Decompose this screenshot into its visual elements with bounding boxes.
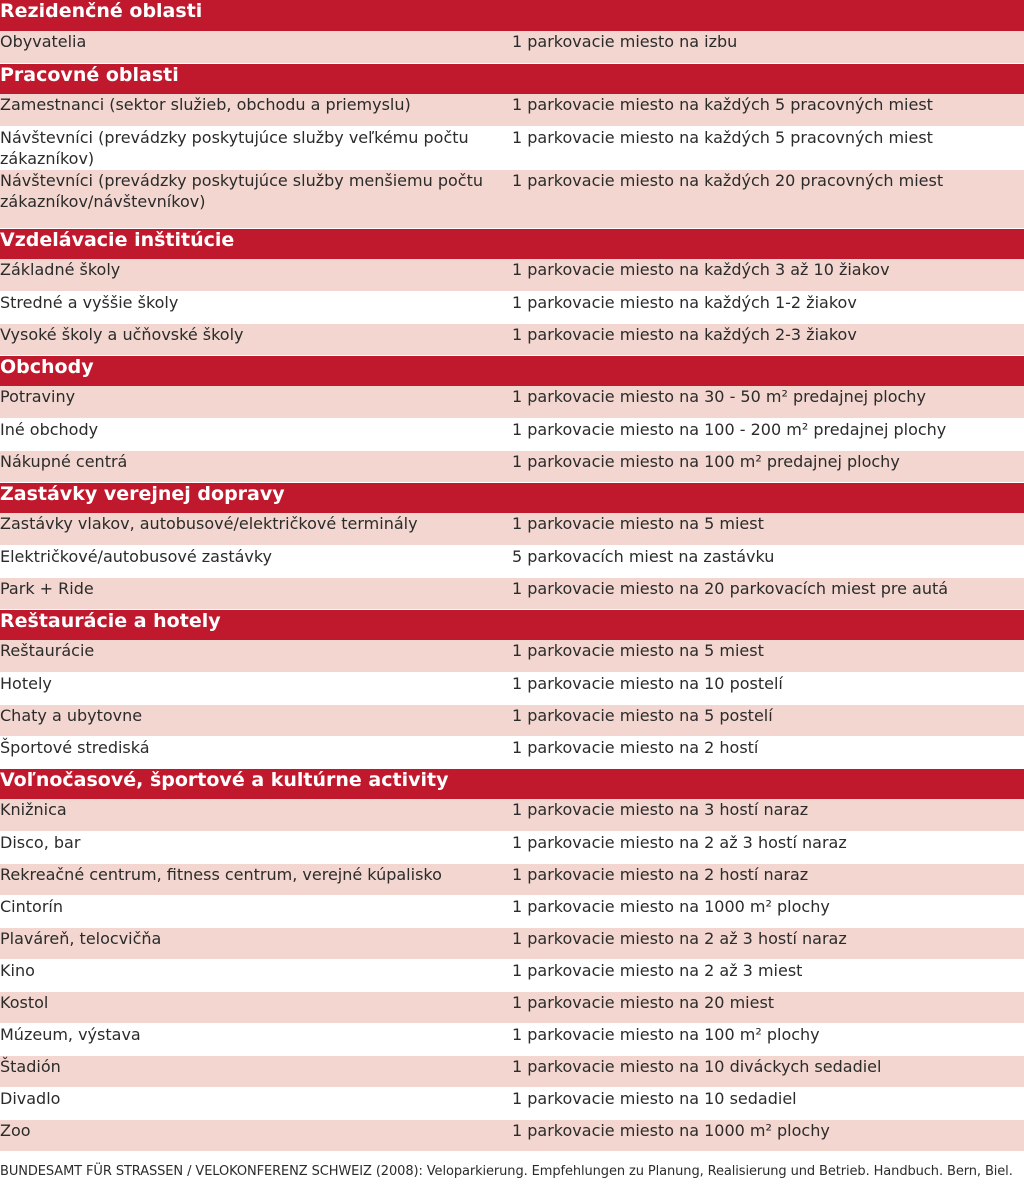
table-row <box>0 863 1024 895</box>
requirement-cell: 1 parkovacie miesto na každých 2-3 žiakov <box>512 323 1024 355</box>
requirement-cell: 1 parkovacie miesto na 2 až 3 hostí naraz <box>512 831 1024 863</box>
section-title: Pracovné oblasti <box>0 63 1024 94</box>
category-cell: Chaty a ubytovne <box>0 704 512 736</box>
section-header <box>0 228 1024 259</box>
category-cell: Disco, bar <box>0 831 512 863</box>
requirement-cell: 1 parkovacie miesto na 20 miest <box>512 991 1024 1023</box>
category-cell: Reštaurácie <box>0 640 512 672</box>
requirement-cell: 1 parkovacie miesto na 3 hostí naraz <box>512 799 1024 831</box>
table-row <box>0 640 1024 672</box>
requirement-cell: 1 parkovacie miesto na 2 hostí naraz <box>512 863 1024 895</box>
category-cell: Plaváreň, telocvičňa <box>0 927 512 959</box>
section-header <box>0 768 1024 799</box>
category-cell: Vysoké školy a učňovské školy <box>0 323 512 355</box>
section-header <box>0 355 1024 386</box>
table-row <box>0 450 1024 482</box>
category-cell: Návštevníci (prevádzky poskytujúce služby veľkému počtu zákazníkov) <box>0 126 512 169</box>
table-row <box>0 291 1024 323</box>
requirement-cell: 1 parkovacie miesto na 5 miest <box>512 640 1024 672</box>
table-row <box>0 1119 1024 1151</box>
table-row <box>0 895 1024 927</box>
table-row <box>0 1023 1024 1055</box>
table-row <box>0 672 1024 704</box>
table-row <box>0 577 1024 609</box>
requirement-cell: 1 parkovacie miesto na každých 3 až 10 žiakov <box>512 259 1024 291</box>
table-row <box>0 704 1024 736</box>
table-row <box>0 736 1024 768</box>
category-cell: Rekreačné centrum, fitness centrum, verejné kúpalisko <box>0 863 512 895</box>
requirement-cell: 1 parkovacie miesto na 10 sedadiel <box>512 1087 1024 1119</box>
section-title: Vzdelávacie inštitúcie <box>0 228 1024 259</box>
table-row <box>0 799 1024 831</box>
requirement-cell: 1 parkovacie miesto na každých 5 pracovných miest <box>512 126 1024 169</box>
requirement-cell: 1 parkovacie miesto na 10 diváckych sedadiel <box>512 1055 1024 1087</box>
section-header <box>0 63 1024 94</box>
category-cell: Potraviny <box>0 386 512 418</box>
category-cell: Zoo <box>0 1119 512 1151</box>
category-cell: Zamestnanci (sektor služieb, obchodu a priemyslu) <box>0 94 512 126</box>
table-row <box>0 1055 1024 1087</box>
table-row <box>0 927 1024 959</box>
table-row <box>0 259 1024 291</box>
category-cell: Štadión <box>0 1055 512 1087</box>
category-cell: Hotely <box>0 672 512 704</box>
section-header <box>0 0 1024 31</box>
category-cell: Iné obchody <box>0 418 512 450</box>
category-cell: Kino <box>0 959 512 991</box>
requirement-cell: 1 parkovacie miesto na 100 m² plochy <box>512 1023 1024 1055</box>
section-title: Voľnočasové, športové a kultúrne activity <box>0 768 1024 799</box>
table-row <box>0 545 1024 577</box>
table-row <box>0 323 1024 355</box>
section-header <box>0 609 1024 640</box>
requirement-cell: 1 parkovacie miesto na 100 - 200 m² predajnej plochy <box>512 418 1024 450</box>
requirement-cell: 5 parkovacích miest na zastávku <box>512 545 1024 577</box>
requirement-cell: 1 parkovacie miesto na 100 m² predajnej plochy <box>512 450 1024 482</box>
table-row <box>0 126 1024 169</box>
requirement-cell: 1 parkovacie miesto na 2 hostí <box>512 736 1024 768</box>
table-row <box>0 991 1024 1023</box>
requirement-cell: 1 parkovacie miesto na každých 1-2 žiakov <box>512 291 1024 323</box>
category-cell: Cintorín <box>0 895 512 927</box>
requirement-cell: 1 parkovacie miesto na 30 - 50 m² predajnej plochy <box>512 386 1024 418</box>
requirement-cell: 1 parkovacie miesto na 2 až 3 hostí naraz <box>512 927 1024 959</box>
requirement-cell: 1 parkovacie miesto na každých 5 pracovných miest <box>512 94 1024 126</box>
section-title: Zastávky verejnej dopravy <box>0 482 1024 513</box>
category-cell: Knižnica <box>0 799 512 831</box>
requirement-cell: 1 parkovacie miesto na izbu <box>512 31 1024 63</box>
table-row <box>0 1087 1024 1119</box>
table-row <box>0 386 1024 418</box>
requirement-cell: 1 parkovacie miesto na 5 postelí <box>512 704 1024 736</box>
requirement-cell: 1 parkovacie miesto na 2 až 3 miest <box>512 959 1024 991</box>
category-cell: Športové strediská <box>0 736 512 768</box>
table-row <box>0 831 1024 863</box>
section-title: Reštaurácie a hotely <box>0 609 1024 640</box>
table-row <box>0 169 1024 228</box>
category-cell: Základné školy <box>0 259 512 291</box>
section-header <box>0 482 1024 513</box>
table-row <box>0 31 1024 63</box>
category-cell: Kostol <box>0 991 512 1023</box>
category-cell: Stredné a vyššie školy <box>0 291 512 323</box>
category-cell: Divadlo <box>0 1087 512 1119</box>
requirement-cell: 1 parkovacie miesto na 5 miest <box>512 513 1024 545</box>
section-title: Rezidenčné oblasti <box>0 0 1024 31</box>
requirement-cell: 1 parkovacie miesto na každých 20 pracovných miest <box>512 169 1024 228</box>
category-cell: Zastávky vlakov, autobusové/električkové terminály <box>0 513 512 545</box>
table-row <box>0 418 1024 450</box>
table-row <box>0 513 1024 545</box>
category-cell: Električkové/autobusové zastávky <box>0 545 512 577</box>
requirement-cell: 1 parkovacie miesto na 1000 m² plochy <box>512 1119 1024 1151</box>
table-row <box>0 94 1024 126</box>
category-cell: Návštevníci (prevádzky poskytujúce služby menšiemu počtu zákazníkov/návštevníkov) <box>0 169 512 228</box>
requirement-cell: 1 parkovacie miesto na 1000 m² plochy <box>512 895 1024 927</box>
source-citation: BUNDESAMT FÜR STRASSEN / VELOKONFERENZ SCHWEIZ (2008): Veloparkierung. Empfehlungen zu Planung, Realisierung und Betrieb. Handbuch. Bern, Biel. <box>0 1163 1013 1179</box>
category-cell: Nákupné centrá <box>0 450 512 482</box>
table-row <box>0 959 1024 991</box>
requirement-cell: 1 parkovacie miesto na 10 postelí <box>512 672 1024 704</box>
section-title: Obchody <box>0 355 1024 386</box>
category-cell: Múzeum, výstava <box>0 1023 512 1055</box>
category-cell: Obyvatelia <box>0 31 512 63</box>
category-cell: Park + Ride <box>0 577 512 609</box>
requirement-cell: 1 parkovacie miesto na 20 parkovacích miest pre autá <box>512 577 1024 609</box>
